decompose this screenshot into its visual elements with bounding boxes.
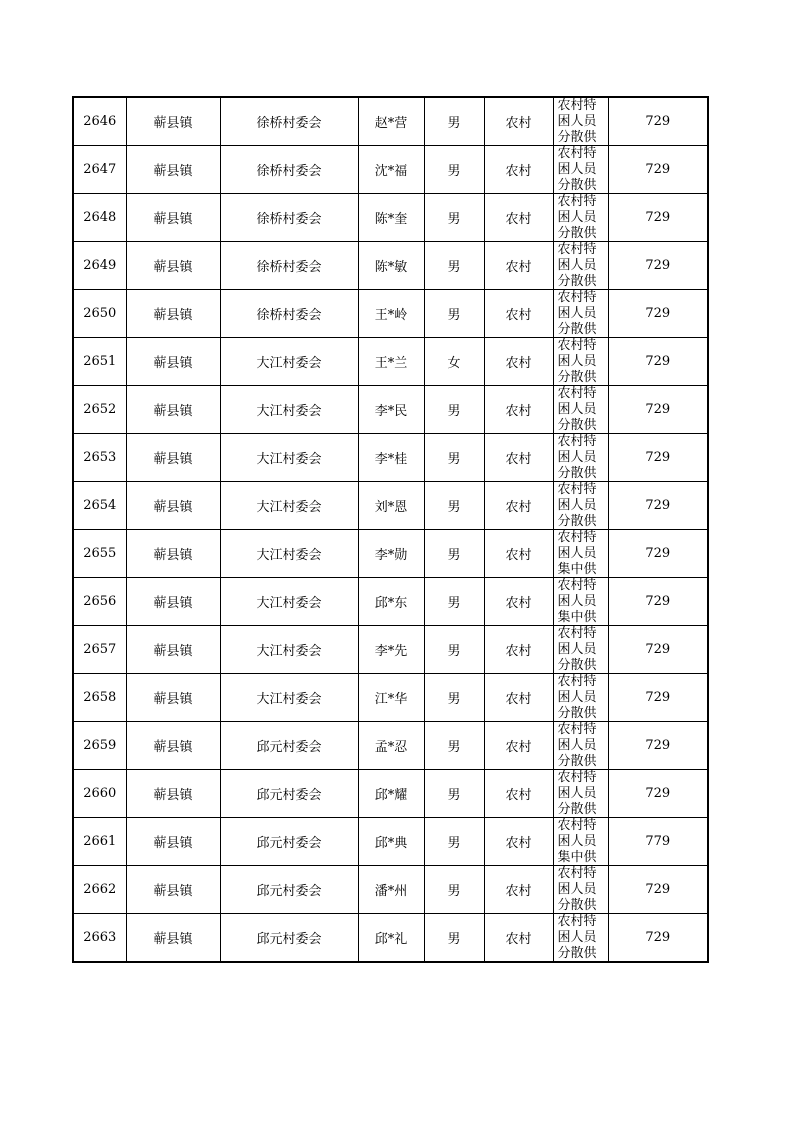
gender-cell: 男 <box>424 290 484 338</box>
town-cell: 蕲县镇 <box>126 674 220 722</box>
assistance-type-cell <box>553 338 608 386</box>
village-committee-cell: 徐桥村委会 <box>220 146 358 194</box>
row-number-cell: 2649 <box>73 242 126 290</box>
row-number-cell: 2651 <box>73 338 126 386</box>
assistance-type-cell <box>553 482 608 530</box>
row-number-cell: 2646 <box>73 97 126 146</box>
person-name-cell: 邱*东 <box>358 578 424 626</box>
village-committee-cell: 徐桥村委会 <box>220 242 358 290</box>
assistance-type-cell <box>553 530 608 578</box>
amount-cell: 729 <box>608 338 708 386</box>
village-committee-cell: 大江村委会 <box>220 386 358 434</box>
area-type-cell: 农村 <box>484 338 553 386</box>
amount-cell: 729 <box>608 386 708 434</box>
area-type-cell: 农村 <box>484 722 553 770</box>
gender-cell: 男 <box>424 97 484 146</box>
amount-cell: 729 <box>608 194 708 242</box>
village-committee-cell: 大江村委会 <box>220 530 358 578</box>
row-number-cell: 2663 <box>73 914 126 963</box>
village-committee-cell: 徐桥村委会 <box>220 194 358 242</box>
village-committee-cell: 邱元村委会 <box>220 866 358 914</box>
amount-cell: 729 <box>608 434 708 482</box>
town-cell: 蕲县镇 <box>126 290 220 338</box>
table-row <box>73 338 708 386</box>
assistance-type-cell <box>553 146 608 194</box>
area-type-cell: 农村 <box>484 530 553 578</box>
assistance-type-text: 农村特困人员分散供 <box>557 482 597 529</box>
assistance-type-text: 农村特困人员集中供 <box>557 530 597 577</box>
row-number-cell: 2659 <box>73 722 126 770</box>
town-cell: 蕲县镇 <box>126 386 220 434</box>
assistance-type-cell <box>553 722 608 770</box>
amount-cell: 729 <box>608 290 708 338</box>
town-cell: 蕲县镇 <box>126 482 220 530</box>
gender-cell: 男 <box>424 530 484 578</box>
person-name-cell: 江*华 <box>358 674 424 722</box>
gender-cell: 男 <box>424 722 484 770</box>
amount-cell: 729 <box>608 482 708 530</box>
gender-cell: 男 <box>424 434 484 482</box>
assistance-type-cell <box>553 674 608 722</box>
row-number-cell: 2655 <box>73 530 126 578</box>
table-row <box>73 818 708 866</box>
assistance-type-text: 农村特困人员分散供 <box>557 386 597 433</box>
village-committee-cell: 大江村委会 <box>220 338 358 386</box>
amount-cell: 729 <box>608 242 708 290</box>
gender-cell: 男 <box>424 386 484 434</box>
row-number-cell: 2658 <box>73 674 126 722</box>
assistance-type-cell <box>553 626 608 674</box>
gender-cell: 男 <box>424 770 484 818</box>
area-type-cell: 农村 <box>484 914 553 963</box>
row-number-cell: 2654 <box>73 482 126 530</box>
village-committee-cell: 大江村委会 <box>220 434 358 482</box>
assistance-type-cell <box>553 290 608 338</box>
row-number-cell: 2648 <box>73 194 126 242</box>
assistance-type-cell <box>553 242 608 290</box>
person-name-cell: 邱*礼 <box>358 914 424 963</box>
town-cell: 蕲县镇 <box>126 434 220 482</box>
assistance-type-text: 农村特困人员分散供 <box>557 98 597 145</box>
assistance-type-cell <box>553 386 608 434</box>
area-type-cell: 农村 <box>484 818 553 866</box>
amount-cell: 729 <box>608 626 708 674</box>
village-committee-cell: 大江村委会 <box>220 674 358 722</box>
row-number-cell: 2650 <box>73 290 126 338</box>
assistance-type-text: 农村特困人员分散供 <box>557 626 597 673</box>
town-cell: 蕲县镇 <box>126 866 220 914</box>
amount-cell: 729 <box>608 578 708 626</box>
table-row <box>73 722 708 770</box>
area-type-cell: 农村 <box>484 434 553 482</box>
table-row <box>73 530 708 578</box>
assistance-type-text: 农村特困人员集中供 <box>557 818 597 865</box>
gender-cell: 男 <box>424 818 484 866</box>
town-cell: 蕲县镇 <box>126 818 220 866</box>
amount-cell: 729 <box>608 722 708 770</box>
amount-cell: 729 <box>608 674 708 722</box>
area-type-cell: 农村 <box>484 290 553 338</box>
assistance-type-text: 农村特困人员分散供 <box>557 722 597 769</box>
gender-cell: 男 <box>424 242 484 290</box>
person-name-cell: 沈*福 <box>358 146 424 194</box>
person-name-cell: 孟*忍 <box>358 722 424 770</box>
table-row <box>73 242 708 290</box>
roster-body <box>73 97 708 962</box>
town-cell: 蕲县镇 <box>126 578 220 626</box>
town-cell: 蕲县镇 <box>126 530 220 578</box>
amount-cell: 779 <box>608 818 708 866</box>
person-name-cell: 邱*典 <box>358 818 424 866</box>
table-row <box>73 290 708 338</box>
town-cell: 蕲县镇 <box>126 626 220 674</box>
person-name-cell: 李*民 <box>358 386 424 434</box>
person-name-cell: 邱*耀 <box>358 770 424 818</box>
person-name-cell: 陈*敏 <box>358 242 424 290</box>
assistance-type-text: 农村特困人员分散供 <box>557 242 597 289</box>
gender-cell: 男 <box>424 578 484 626</box>
area-type-cell: 农村 <box>484 626 553 674</box>
town-cell: 蕲县镇 <box>126 194 220 242</box>
assistance-type-text: 农村特困人员分散供 <box>557 194 597 241</box>
table-row <box>73 146 708 194</box>
amount-cell: 729 <box>608 770 708 818</box>
table-row <box>73 674 708 722</box>
amount-cell: 729 <box>608 146 708 194</box>
assistance-type-cell <box>553 97 608 146</box>
area-type-cell: 农村 <box>484 482 553 530</box>
table-row <box>73 482 708 530</box>
assistance-type-cell <box>553 770 608 818</box>
table-row <box>73 866 708 914</box>
area-type-cell: 农村 <box>484 386 553 434</box>
assistance-type-text: 农村特困人员分散供 <box>557 866 597 913</box>
assistance-type-text: 农村特困人员分散供 <box>557 338 597 385</box>
row-number-cell: 2660 <box>73 770 126 818</box>
table-row <box>73 97 708 146</box>
area-type-cell: 农村 <box>484 866 553 914</box>
village-committee-cell: 邱元村委会 <box>220 770 358 818</box>
area-type-cell: 农村 <box>484 770 553 818</box>
person-name-cell: 王*兰 <box>358 338 424 386</box>
gender-cell: 男 <box>424 674 484 722</box>
row-number-cell: 2662 <box>73 866 126 914</box>
town-cell: 蕲县镇 <box>126 97 220 146</box>
assistance-type-text: 农村特困人员分散供 <box>557 914 597 961</box>
town-cell: 蕲县镇 <box>126 770 220 818</box>
area-type-cell: 农村 <box>484 242 553 290</box>
assistance-type-cell <box>553 578 608 626</box>
amount-cell: 729 <box>608 866 708 914</box>
area-type-cell: 农村 <box>484 674 553 722</box>
town-cell: 蕲县镇 <box>126 722 220 770</box>
assistance-type-text: 农村特困人员分散供 <box>557 146 597 193</box>
area-type-cell: 农村 <box>484 97 553 146</box>
amount-cell: 729 <box>608 530 708 578</box>
village-committee-cell: 徐桥村委会 <box>220 290 358 338</box>
person-name-cell: 李*勋 <box>358 530 424 578</box>
gender-cell: 男 <box>424 914 484 963</box>
person-name-cell: 李*先 <box>358 626 424 674</box>
person-name-cell: 王*岭 <box>358 290 424 338</box>
table-row <box>73 578 708 626</box>
gender-cell: 男 <box>424 146 484 194</box>
assistance-type-text: 农村特困人员分散供 <box>557 434 597 481</box>
assistance-type-text: 农村特困人员分散供 <box>557 770 597 817</box>
village-committee-cell: 大江村委会 <box>220 482 358 530</box>
row-number-cell: 2653 <box>73 434 126 482</box>
gender-cell: 男 <box>424 866 484 914</box>
gender-cell: 男 <box>424 626 484 674</box>
village-committee-cell: 邱元村委会 <box>220 818 358 866</box>
assistance-type-text: 农村特困人员分散供 <box>557 290 597 337</box>
village-committee-cell: 徐桥村委会 <box>220 97 358 146</box>
town-cell: 蕲县镇 <box>126 914 220 963</box>
town-cell: 蕲县镇 <box>126 242 220 290</box>
table-row <box>73 626 708 674</box>
town-cell: 蕲县镇 <box>126 338 220 386</box>
person-name-cell: 李*桂 <box>358 434 424 482</box>
village-committee-cell: 大江村委会 <box>220 626 358 674</box>
person-name-cell: 潘*州 <box>358 866 424 914</box>
assistance-type-cell <box>553 914 608 963</box>
assistance-type-cell <box>553 194 608 242</box>
assistance-type-text: 农村特困人员分散供 <box>557 674 597 721</box>
person-name-cell: 刘*恩 <box>358 482 424 530</box>
area-type-cell: 农村 <box>484 146 553 194</box>
assistance-type-cell <box>553 434 608 482</box>
roster-table <box>72 96 709 963</box>
assistance-type-text: 农村特困人员集中供 <box>557 578 597 625</box>
table-row <box>73 194 708 242</box>
gender-cell: 男 <box>424 482 484 530</box>
row-number-cell: 2661 <box>73 818 126 866</box>
gender-cell: 女 <box>424 338 484 386</box>
table-row <box>73 386 708 434</box>
row-number-cell: 2652 <box>73 386 126 434</box>
village-committee-cell: 大江村委会 <box>220 578 358 626</box>
area-type-cell: 农村 <box>484 194 553 242</box>
row-number-cell: 2647 <box>73 146 126 194</box>
table-row <box>73 434 708 482</box>
amount-cell: 729 <box>608 97 708 146</box>
table-row <box>73 770 708 818</box>
village-committee-cell: 邱元村委会 <box>220 914 358 963</box>
assistance-type-cell <box>553 818 608 866</box>
person-name-cell: 陈*奎 <box>358 194 424 242</box>
town-cell: 蕲县镇 <box>126 146 220 194</box>
gender-cell: 男 <box>424 194 484 242</box>
area-type-cell: 农村 <box>484 578 553 626</box>
village-committee-cell: 邱元村委会 <box>220 722 358 770</box>
row-number-cell: 2656 <box>73 578 126 626</box>
table-row <box>73 914 708 963</box>
person-name-cell: 赵*营 <box>358 97 424 146</box>
amount-cell: 729 <box>608 914 708 963</box>
row-number-cell: 2657 <box>73 626 126 674</box>
assistance-type-cell <box>553 866 608 914</box>
